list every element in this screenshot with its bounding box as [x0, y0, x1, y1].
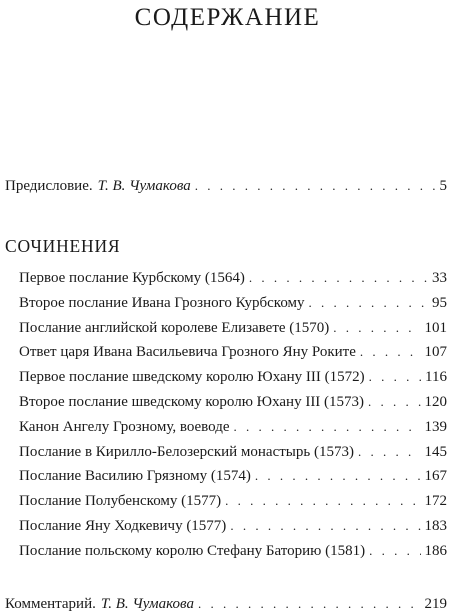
toc-entry-label: Послание Василию Грязному (1574)	[19, 468, 251, 485]
toc-entry-page: 95	[432, 294, 447, 311]
toc-entry-page: 116	[425, 369, 447, 386]
dot-leader	[333, 318, 420, 338]
toc-entry-page: 101	[424, 319, 447, 336]
toc-entry[interactable]	[19, 367, 447, 387]
toc-entry-page: 186	[424, 542, 447, 559]
toc-entry-label: Предисловие.	[5, 178, 93, 194]
toc-entry-label: Послание польскому королю Стефану Баторию (1581)	[19, 542, 366, 559]
dot-leader	[309, 293, 428, 313]
toc-entry-label: Послание в Кирилло-Белозерский монастырь (1573)	[19, 443, 354, 460]
toc-entry-page: 107	[424, 344, 447, 361]
dot-leader	[249, 268, 428, 288]
toc-entry[interactable]	[19, 268, 447, 288]
toc-entry-label: Второе послание Ивана Грозного Курбскому	[19, 294, 305, 311]
toc-entry-page: 219	[424, 596, 447, 612]
toc-entry-page: 5	[439, 178, 447, 194]
toc-entry-author: Т. В. Чумакова	[97, 178, 191, 194]
toc-entry-author: Т. В. Чумакова	[100, 596, 194, 612]
toc-entry-label: Послание Полубенскому (1577)	[19, 493, 222, 510]
toc-entry[interactable]	[19, 318, 447, 338]
toc-entry-page: 120	[424, 394, 447, 410]
dot-leader	[369, 367, 421, 387]
toc-entry[interactable]	[19, 516, 447, 536]
toc-entry[interactable]	[19, 342, 447, 362]
dot-leader	[369, 541, 420, 561]
section-heading: СОЧИНЕНИЯ	[5, 236, 121, 256]
toc-entry[interactable]	[19, 392, 447, 412]
dot-leader	[234, 417, 421, 437]
toc-entry-page: 167	[424, 468, 447, 485]
dot-leader	[358, 442, 421, 462]
toc-entry-page: 145	[424, 443, 447, 460]
toc-entry[interactable]	[19, 491, 447, 511]
toc-entry-label: Ответ царя Ивана Васильевича Грозного Яну Роките	[19, 344, 356, 361]
dot-leader	[230, 516, 420, 536]
dot-leader	[255, 466, 421, 486]
page-title: СОДЕРЖАНИЕ	[134, 4, 321, 31]
dot-leader	[225, 491, 420, 511]
toc-entry-page: 183	[424, 518, 447, 534]
toc-entry-label: Первое послание Курбскому (1564)	[19, 270, 245, 286]
toc-entry-page: 139	[424, 418, 447, 435]
toc-entry[interactable]	[19, 293, 447, 313]
toc-entry-label: Послание английской королеве Елизавете (1570)	[19, 319, 330, 336]
toc-entry[interactable]	[19, 417, 447, 437]
dot-leader	[360, 342, 421, 362]
toc-entry[interactable]	[19, 541, 447, 561]
toc-entry[interactable]	[19, 442, 447, 462]
toc-entry-label: Второе послание шведскому королю Юхану III (1573)	[19, 394, 365, 410]
toc-entry-label: Канон Ангелу Грозному, воеводе	[19, 418, 230, 435]
dot-leader	[195, 176, 436, 196]
toc-entry-page: 33	[432, 270, 447, 286]
toc-entry[interactable]	[19, 466, 447, 486]
dot-leader	[368, 392, 420, 412]
toc-entry-label: Первое послание шведскому королю Юхану III (1572)	[19, 369, 365, 386]
toc-entry-label: Послание Яну Ходкевичу (1577)	[19, 518, 227, 534]
toc-entry-page: 172	[424, 493, 447, 510]
toc-entry-label: Комментарий.	[5, 596, 96, 612]
dot-leader	[198, 594, 421, 614]
toc-entry-commentary[interactable]	[5, 594, 447, 614]
toc-entry-preface[interactable]	[5, 176, 447, 196]
